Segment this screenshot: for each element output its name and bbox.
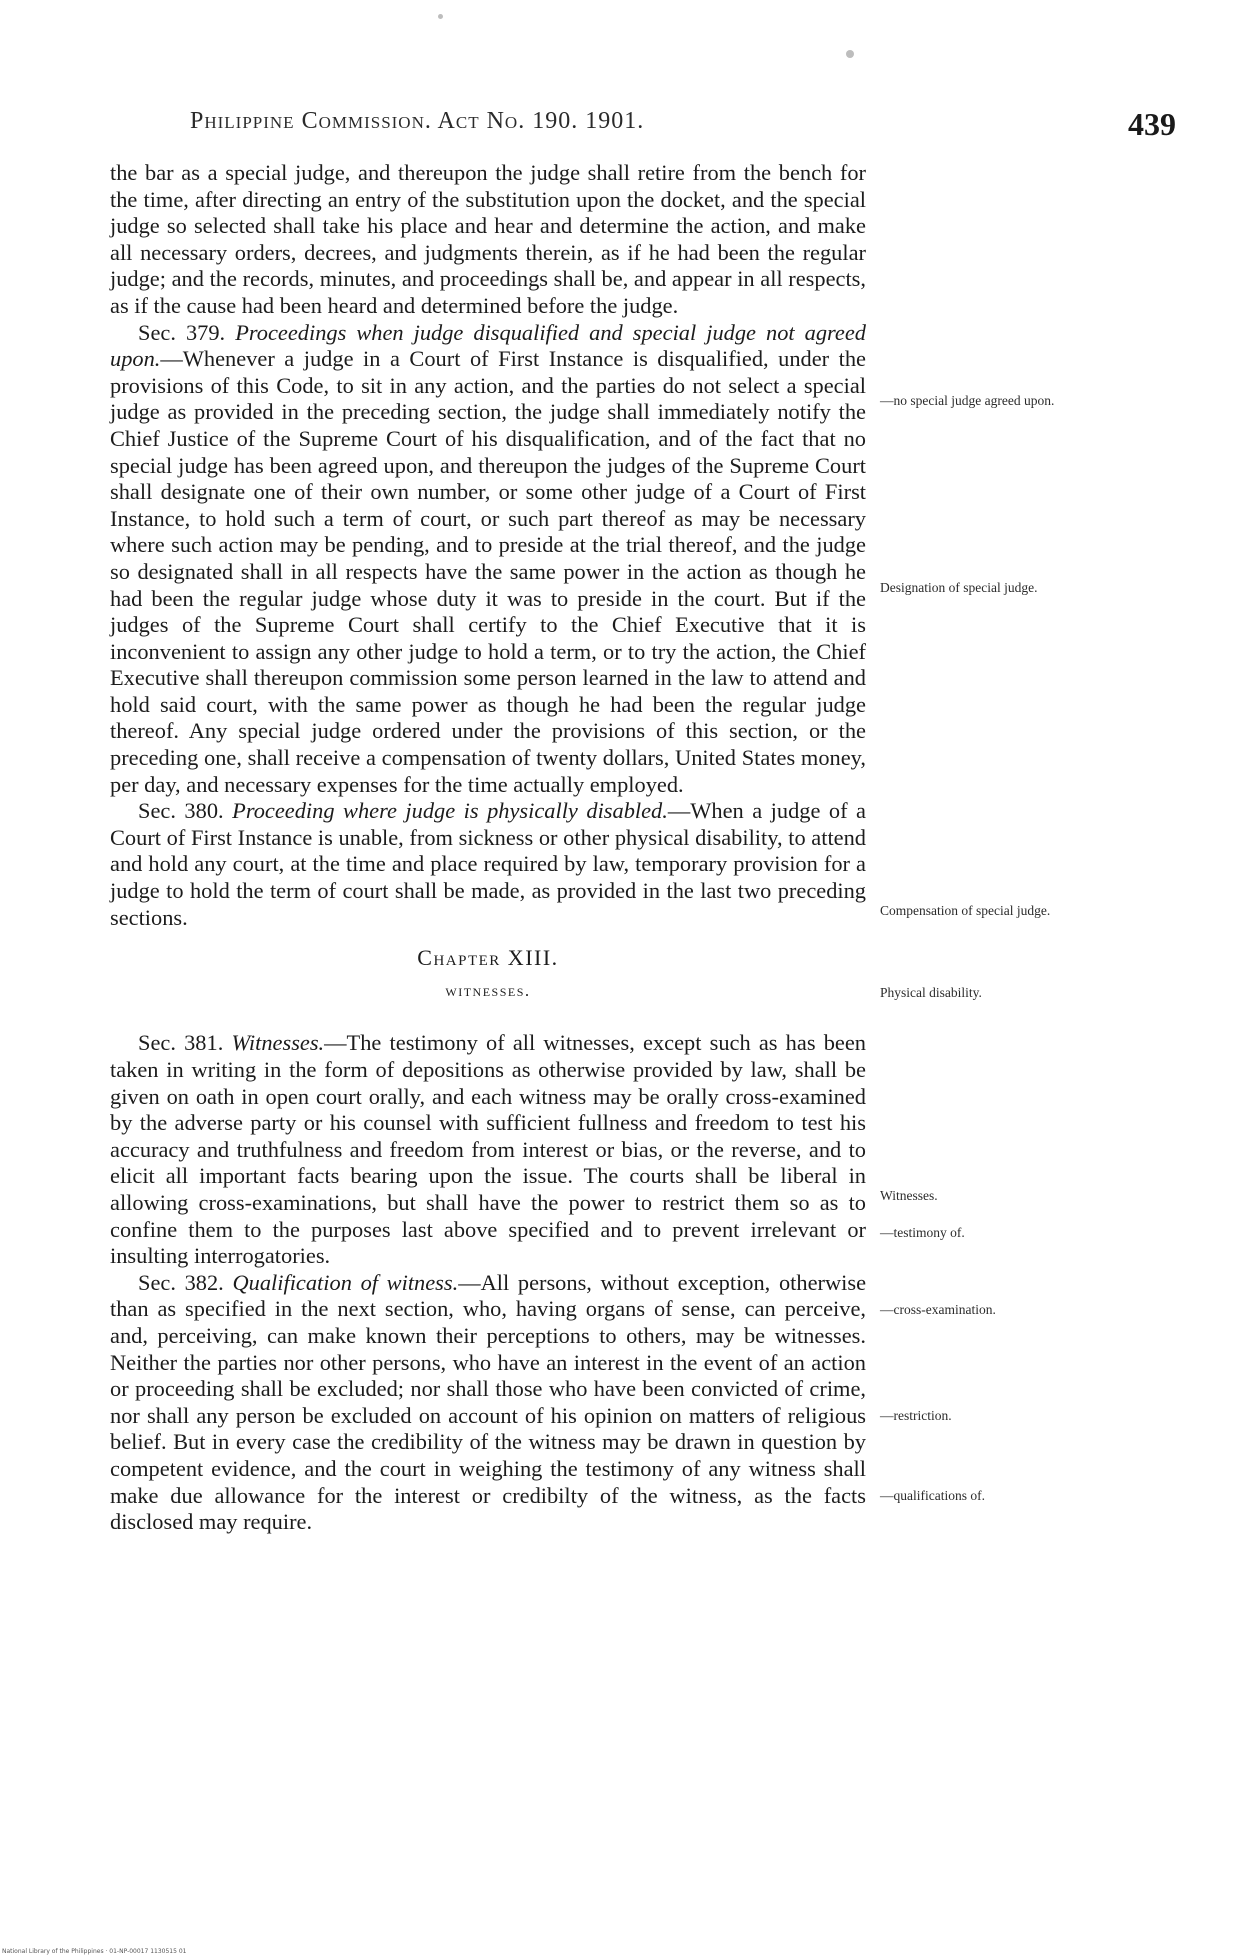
page-number: 439: [1128, 106, 1176, 142]
section-number: Sec. 382.: [138, 1269, 224, 1295]
margin-note-cross-examination: —cross-examination.: [880, 1302, 996, 1317]
running-head: Philippine Commission. Act No. 190. 1901.: [190, 108, 645, 134]
margin-note-restriction: —restriction.: [880, 1408, 952, 1423]
section-number: Sec. 380.: [138, 798, 224, 824]
section-number: Sec. 381.: [138, 1030, 224, 1056]
section-body: —All persons, without exception, otherwise than as specified in the next section, who, having organs of sense, can perceive, and, perceiving, can make known their perceptions to others, may be witnesses. Neither the parties nor other persons, who have an interest in the event of an action or proceeding shall be excluded; nor shall those who have been convicted of crime, nor shall any person be excluded on account of his opinion on matters of religious belief. But in every case the credibility of the witness may be drawn in question by competent evidence, and the court in weighing the testimony of any witness shall make due allowance for the interest or credibilty of the witness, as the facts disclosed may require.: [110, 1269, 867, 1535]
section-title: Witnesses.: [231, 1030, 325, 1056]
margin-note-testimony: —testimony of.: [880, 1225, 965, 1240]
margin-note-compensation: Compensation of special judge.: [880, 903, 1051, 918]
scan-speck: [846, 50, 854, 58]
section-title: Proceeding where judge is physically disabled.: [232, 798, 668, 824]
margin-note-no-special-judge: —no special judge agreed upon.: [880, 393, 1055, 408]
scan-speck: [438, 14, 443, 19]
margin-note-physical-disability: Physical disability.: [880, 985, 982, 1000]
section-382: [110, 1270, 866, 1536]
section-body: —When a judge of a Court of First Instance is unable, from sickness or other physical disability, to attend and hold any court, at the time and place required by law, temporary provision for a judge to hold the term of court shall be made, as provided in the last two preceding sections.: [110, 798, 866, 930]
section-number: Sec. 379.: [138, 319, 226, 345]
section-380: [110, 798, 866, 931]
body-text: [110, 160, 866, 1536]
chapter-heading: Chapter XIII.: [417, 945, 559, 971]
margin-note-designation: Designation of special judge.: [880, 580, 1038, 595]
margin-note-witnesses: Witnesses.: [880, 1188, 938, 1203]
paragraph-continuation: the bar as a special judge, and thereupon the judge shall retire from the bench for the time, after directing an entry of the substitution upon the docket, and the special judge so selected shall take his place and hear and determine the action, and make all necessary orders, decrees, and judgments therein, as if he had been the regular judge; and the records, minutes, and proceedings shall be, and appear in all respects, as if the cause had been heard and determined before the judge.: [110, 160, 866, 318]
margin-note-qualifications: —qualifications of.: [880, 1488, 985, 1503]
scan-footer: National Library of the Philippines · 01-NP-00017 1130515 01: [2, 1948, 187, 1955]
section-body: —Whenever a judge in a Court of First Instance is disqualified, under the provisions of this Code, to sit in any action, and the parties do not select a special judge as provided in the preceding section, the judge shall immediately notify the Chief Justice of the Supreme Court of his disqualification, and of the fact that no special judge has been agreed upon, and thereupon the judges of the Supreme Court shall designate one of their own number, or some other judge of a Court of First Instance, to hold such a term of court, or such part thereof as may be necessary where such action may be pending, and to preside at the trial thereof, and the judge so designated shall in all respects have the same power in the action as though he had been the regular judge whose duty it was to preside in the court. But if the judges of the Supreme Court shall certify to the Chief Executive that it is inconvenient to assign any other judge to hold a term, or to try the action, the Chief Executive shall thereupon commission some person learned in the law to attend and hold said court, with the same power as though he had been the regular judge thereof. Any special judge ordered under the provisions of this section, or the preceding one, shall receive a compensation of twenty dollars, United States money, per day, and necessary expenses for the time actually employed.: [110, 346, 866, 797]
section-title: Qualification of witness.: [232, 1269, 459, 1295]
section-379: [110, 320, 866, 799]
chapter-subheading: witnesses.: [445, 980, 531, 1000]
section-381: [110, 1030, 866, 1269]
section-body: —The testimony of all witnesses, except such as has been taken in writing in the form of depositions as otherwise provided by law, shall be given on oath in open court orally, and each witness may be orally cross-examined by the adverse party or his counsel with sufficient fullness and freedom to test his accuracy and truthfulness and freedom from interest or bias, or the reverse, and to elicit all important facts bearing upon the issue. The courts shall be liberal in allowing cross-examinations, but shall have the power to restrict them so as to confine them to the purposes last above specified and to prevent irrelevant or insulting interrogatories.: [110, 1030, 866, 1269]
section-title: Proceedings when judge disqualified and special judge not agreed upon.: [110, 319, 866, 372]
